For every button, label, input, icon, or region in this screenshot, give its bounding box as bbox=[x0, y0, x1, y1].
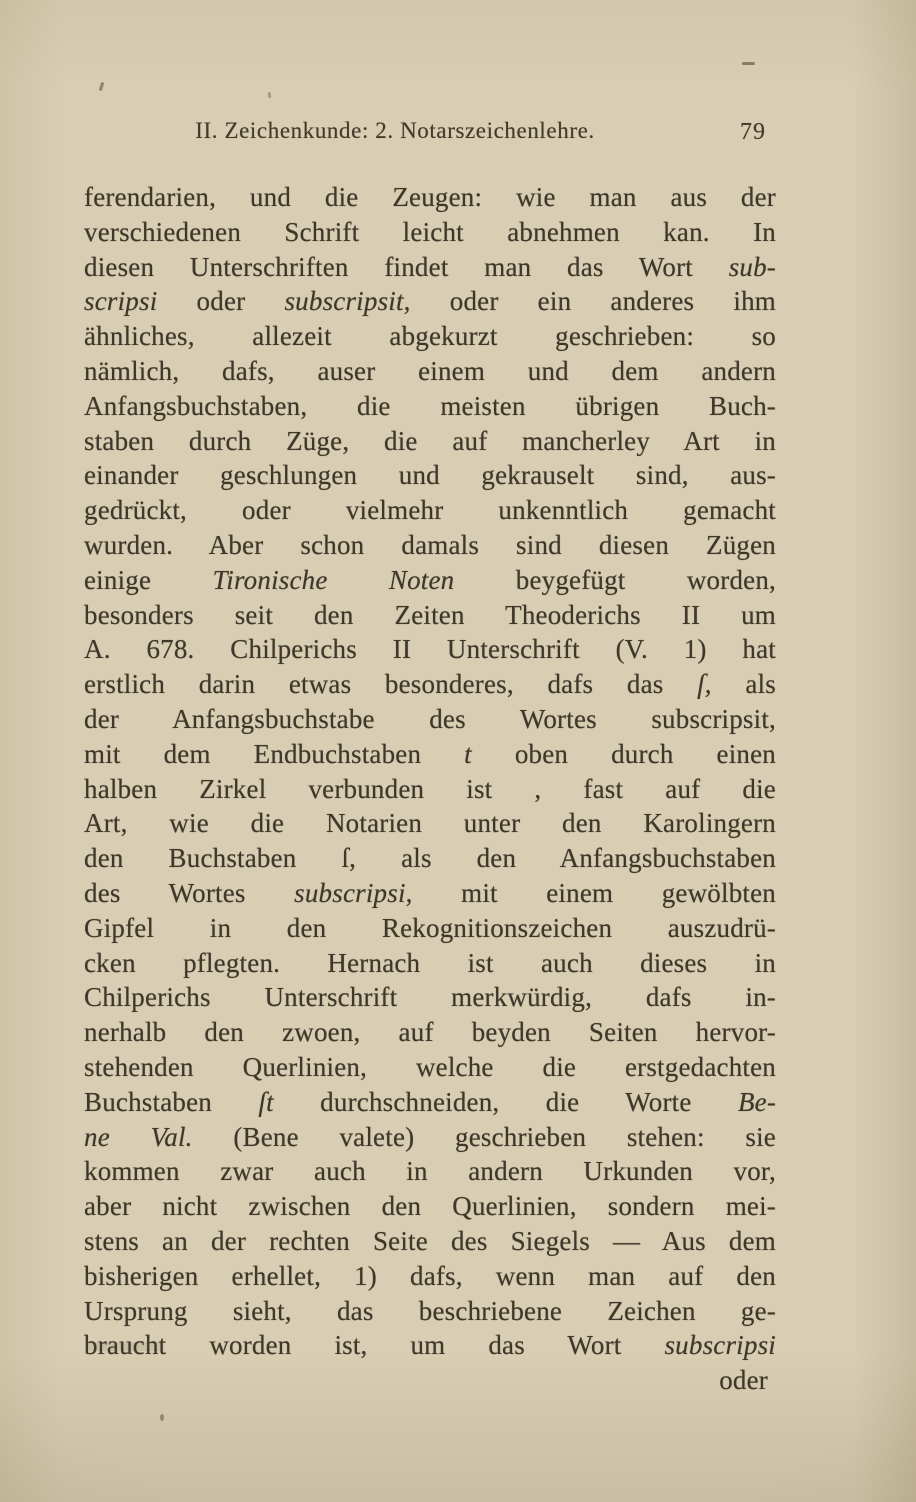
text-line bbox=[84, 876, 776, 911]
roman-text: oben durch einen bbox=[471, 738, 776, 769]
roman-text: staben durch Züge, die auf mancherley Art in bbox=[84, 425, 776, 456]
roman-text: wurden. Aber schon damals sind diesen Zügen bbox=[84, 529, 776, 560]
roman-text: des Wortes bbox=[84, 877, 295, 908]
text-line bbox=[84, 702, 776, 737]
text-line bbox=[84, 1224, 776, 1259]
italic-text: ſ, bbox=[697, 669, 712, 700]
roman-text: Buchstaben bbox=[84, 1086, 259, 1117]
text-line bbox=[84, 215, 776, 250]
text-line bbox=[84, 563, 776, 598]
roman-text: stehenden Querlinien, welche die erstgedachten bbox=[84, 1051, 776, 1082]
text-line bbox=[84, 911, 776, 946]
roman-text: aber nicht zwischen den Querlinien, sondern mei- bbox=[84, 1191, 776, 1222]
roman-text: beygefügt worden, bbox=[454, 564, 776, 595]
text-line bbox=[84, 1120, 776, 1155]
text-line bbox=[84, 354, 776, 389]
italic-text: subscripsi, bbox=[294, 877, 413, 908]
text-line bbox=[84, 1259, 776, 1294]
roman-text: Art, wie die Notarien unter den Karolingern bbox=[84, 808, 776, 839]
italic-text: Be- bbox=[737, 1086, 777, 1117]
text-line bbox=[84, 632, 776, 667]
text-line bbox=[84, 250, 776, 285]
roman-text: den Buchstaben ſ, als den Anfangsbuchstaben bbox=[84, 843, 776, 874]
text-line bbox=[84, 319, 776, 354]
roman-text: halben Zirkel verbunden ist , fast auf die bbox=[84, 773, 776, 804]
italic-text: scripsi bbox=[84, 286, 158, 317]
catchword-line bbox=[84, 1363, 776, 1398]
text-line bbox=[84, 737, 776, 772]
text-line bbox=[84, 424, 776, 459]
roman-text: besonders seit den Zeiten Theoderichs II um bbox=[84, 599, 776, 630]
text-line bbox=[84, 528, 776, 563]
roman-text: einander geschlungen und gekrauselt sind, aus- bbox=[84, 460, 776, 491]
page-number: 79 bbox=[740, 119, 766, 145]
roman-text: oder bbox=[157, 286, 285, 317]
roman-text: durchschneiden, die Worte bbox=[273, 1086, 738, 1117]
paper-smudge bbox=[86, 1342, 164, 1351]
roman-text: erstlich darin etwas besonderes, dafs das bbox=[84, 669, 698, 700]
paper-speck bbox=[742, 62, 755, 65]
chapter-heading: II. Zeichenkunde: 2. Notarszeichenlehre. bbox=[195, 118, 595, 143]
roman-text: (Bene valete) geschrieben stehen: sie bbox=[192, 1121, 776, 1152]
roman-text: nämlich, dafs, auser einem und dem andern bbox=[84, 355, 776, 386]
text-line bbox=[84, 493, 776, 528]
text-line bbox=[84, 458, 776, 493]
roman-text: Chilperichs Unterschrift merkwürdig, dafs in- bbox=[84, 982, 776, 1013]
roman-text: nerhalb den zwoen, auf beyden Seiten hervor- bbox=[84, 1017, 776, 1048]
roman-text: bisherigen erhellet, 1) dafs, wenn man auf den bbox=[84, 1260, 776, 1291]
text-line bbox=[84, 980, 776, 1015]
italic-text: ſt bbox=[258, 1086, 274, 1117]
roman-text: cken pflegten. Hernach ist auch dieses in bbox=[84, 947, 776, 978]
roman-text: A. 678. Chilperichs II Unterschrift (V. 1) hat bbox=[84, 634, 776, 665]
roman-text: gedrückt, oder vielmehr unkenntlich gemacht bbox=[84, 495, 776, 526]
roman-text: einige bbox=[84, 564, 213, 595]
body-text bbox=[84, 180, 776, 1398]
text-lines bbox=[84, 180, 776, 1363]
text-line bbox=[84, 389, 776, 424]
text-line bbox=[84, 772, 776, 807]
paper-speck bbox=[160, 1414, 164, 1421]
italic-text: subscripsit, bbox=[284, 286, 411, 317]
roman-text: braucht worden ist, um das Wort bbox=[84, 1330, 665, 1361]
text-line bbox=[84, 1154, 776, 1189]
italic-text: sub- bbox=[728, 251, 776, 282]
roman-text: mit einem gewölbten bbox=[412, 877, 776, 908]
roman-text: ähnliches, allezeit abgekurzt geschrieben: so bbox=[84, 321, 776, 352]
text-line bbox=[84, 1050, 776, 1085]
italic-text: t bbox=[464, 738, 472, 769]
roman-text: oder ein anderes ihm bbox=[410, 286, 776, 317]
text-line bbox=[84, 1015, 776, 1050]
text-line bbox=[84, 1328, 776, 1363]
roman-text: Gipfel in den Rekognitionszeichen auszudrü- bbox=[84, 912, 776, 943]
italic-text: Tironische Noten bbox=[212, 564, 455, 595]
roman-text: der Anfangsbuchstabe des Wortes subscripsit, bbox=[84, 703, 776, 734]
text-line bbox=[84, 1294, 776, 1329]
catchword: oder bbox=[719, 1365, 768, 1396]
text-line bbox=[84, 1189, 776, 1224]
paper-speck bbox=[268, 92, 272, 98]
paper-speck bbox=[99, 82, 105, 91]
roman-text: stens an der rechten Seite des Siegels — Aus dem bbox=[84, 1225, 776, 1256]
roman-text: ferendarien, und die Zeugen: wie man aus der bbox=[84, 182, 776, 212]
text-line bbox=[84, 806, 776, 841]
running-header bbox=[84, 118, 776, 150]
roman-text: als bbox=[711, 669, 776, 700]
italic-text: subscripsi bbox=[664, 1330, 776, 1361]
text-line bbox=[84, 1085, 776, 1120]
text-line bbox=[84, 667, 776, 702]
text-line bbox=[84, 841, 776, 876]
text-line bbox=[84, 946, 776, 981]
italic-text: ne Val. bbox=[84, 1121, 193, 1152]
roman-text: mit dem Endbuchstaben bbox=[84, 738, 465, 769]
roman-text: verschiedenen Schrift leicht abnehmen kan. In bbox=[84, 216, 776, 247]
roman-text: Ursprung sieht, das beschriebene Zeichen ge- bbox=[84, 1295, 776, 1326]
roman-text: diesen Unterschriften findet man das Wort bbox=[84, 251, 729, 282]
text-line bbox=[84, 598, 776, 633]
text-line bbox=[84, 284, 776, 319]
roman-text: Anfangsbuchstaben, die meisten übrigen Buch- bbox=[84, 390, 776, 421]
text-line bbox=[84, 180, 776, 215]
roman-text: kommen zwar auch in andern Urkunden vor, bbox=[84, 1156, 776, 1187]
